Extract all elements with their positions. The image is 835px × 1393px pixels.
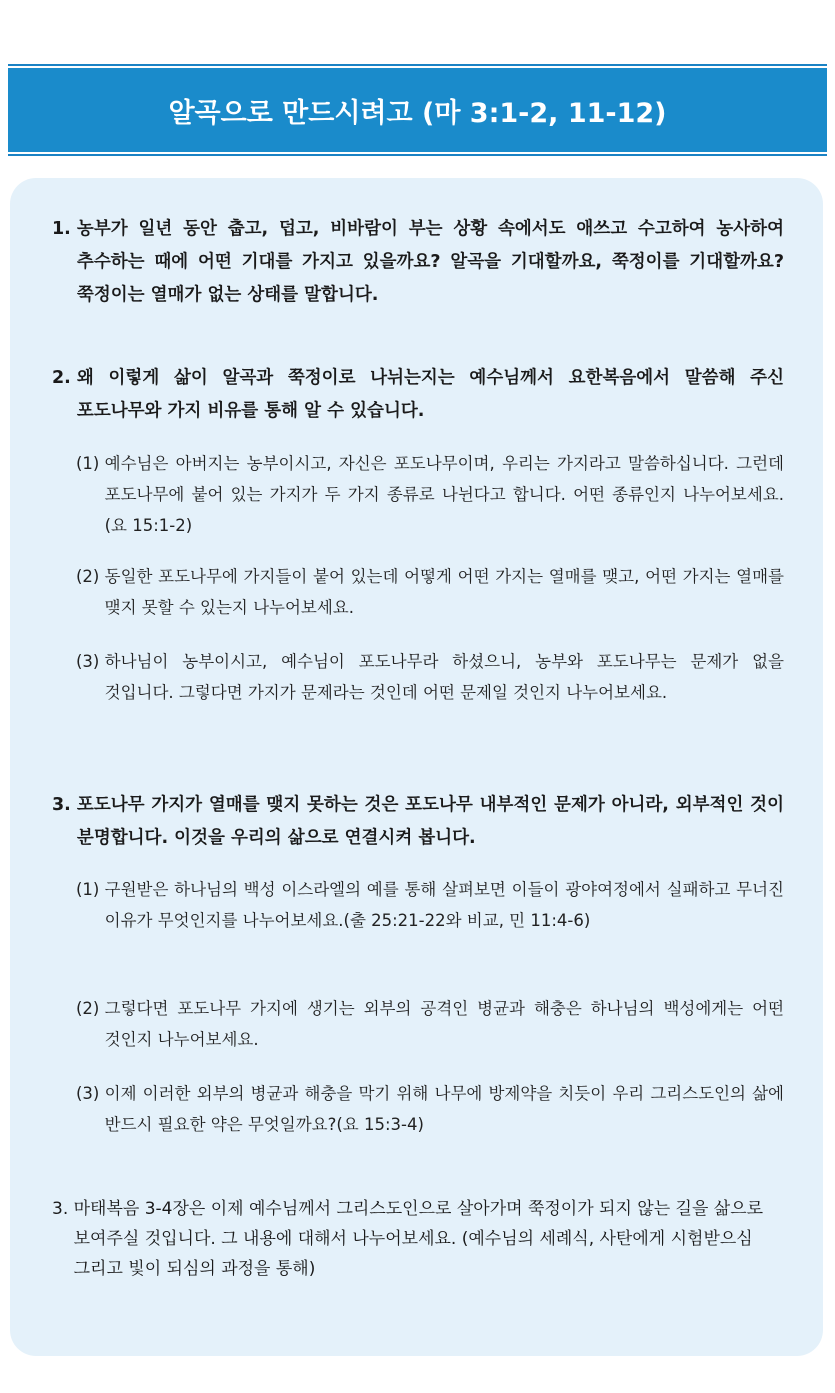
sub-question-number: (2) [76, 999, 105, 1018]
question-number: 2. [52, 368, 77, 388]
sub-question-text: 하나님이 농부이시고, 예수님이 포도나무라 하셨으니, 농부와 포도나무는 문제가 없을 것입니다. 그렇다면 가지가 문제라는 것인데 어떤 문제일 것인지 나누어보세요. [104, 652, 784, 702]
title-banner [8, 68, 827, 152]
question-3 [52, 789, 784, 855]
question-text: 왜 이렇게 삶이 알곡과 쭉정이로 나뉘는지는 예수님께서 요한복음에서 말씀해 주신 포도나무와 가지 비유를 통해 알 수 있습니다. [76, 368, 784, 421]
question-number: 3. [52, 1199, 74, 1219]
question-3-sub-1 [76, 874, 784, 936]
question-text: 마태복음 3-4장은 이제 예수님께서 그리스도인으로 살아가며 쭉정이가 되지 않는 길을 삶으로 보여주실 것입니다. 그 내용에 대해서 나누어보세요. (예수님의 세례식, 사탄에게 시험받으심 그리고 빛이 되심의 과정을 통해) [73, 1199, 764, 1279]
question-2-sub-1 [76, 448, 784, 541]
sub-question-number: (3) [76, 1084, 105, 1103]
title-bottom-rule [8, 154, 827, 156]
question-2 [52, 362, 784, 428]
question-1 [52, 213, 784, 312]
page-title: 알곡으로 만드시려고 (마 3:1-2, 11-12) [168, 97, 667, 129]
title-top-rule [8, 64, 827, 66]
question-text: 농부가 일년 동안 춥고, 덥고, 비바람이 부는 상황 속에서도 애쓰고 수고하여 농사하여 추수하는 때에 어떤 기대를 가지고 있을까요? 알곡을 기대할까요, 쭉정이를 기대할까요? 쭉정이는 열매가 없는 상태를 말합니다. [76, 219, 784, 305]
question-text: 포도나무 가지가 열매를 맺지 못하는 것은 포도나무 내부적인 문제가 아니라, 외부적인 것이 분명합니다. 이것을 우리의 삶으로 연결시켜 봅니다. [76, 795, 784, 848]
sub-question-number: (1) [76, 880, 105, 899]
question-3-sub-2 [76, 993, 784, 1055]
sub-question-text: 동일한 포도나무에 가지들이 붙어 있는데 어떻게 어떤 가지는 열매를 맺고, 어떤 가지는 열매를 맺지 못할 수 있는지 나누어보세요. [104, 567, 784, 617]
question-4 [52, 1194, 784, 1284]
sub-question-text: 그렇다면 포도나무 가지에 생기는 외부의 공격인 병균과 해충은 하나님의 백성에게는 어떤 것인지 나누어보세요. [104, 999, 784, 1049]
question-2-sub-3 [76, 646, 784, 708]
sub-question-number: (1) [76, 454, 105, 473]
sub-question-text: 예수님은 아버지는 농부이시고, 자신은 포도나무이며, 우리는 가지라고 말씀하십니다. 그런데 포도나무에 붙어 있는 가지가 두 가지 종류로 나뉜다고 합니다. 어떤 종류인지 나누어보세요.(요 15:1-2) [104, 454, 784, 535]
question-number: 1. [52, 219, 77, 239]
questions-panel [10, 178, 823, 1356]
sub-question-number: (3) [76, 652, 105, 671]
question-3-sub-3 [76, 1078, 784, 1140]
sub-question-text: 구원받은 하나님의 백성 이스라엘의 예를 통해 살펴보면 이들이 광야여정에서 실패하고 무너진 이유가 무엇인지를 나누어보세요.(출 25:21-22와 비교, 민 11:4-6) [104, 880, 784, 930]
sub-question-number: (2) [76, 567, 105, 586]
sub-question-text: 이제 이러한 외부의 병균과 해충을 막기 위해 나무에 방제약을 치듯이 우리 그리스도인의 삶에 반드시 필요한 약은 무엇일까요?(요 15:3-4) [104, 1084, 784, 1134]
question-number: 3. [52, 795, 77, 815]
question-2-sub-2 [76, 561, 784, 623]
